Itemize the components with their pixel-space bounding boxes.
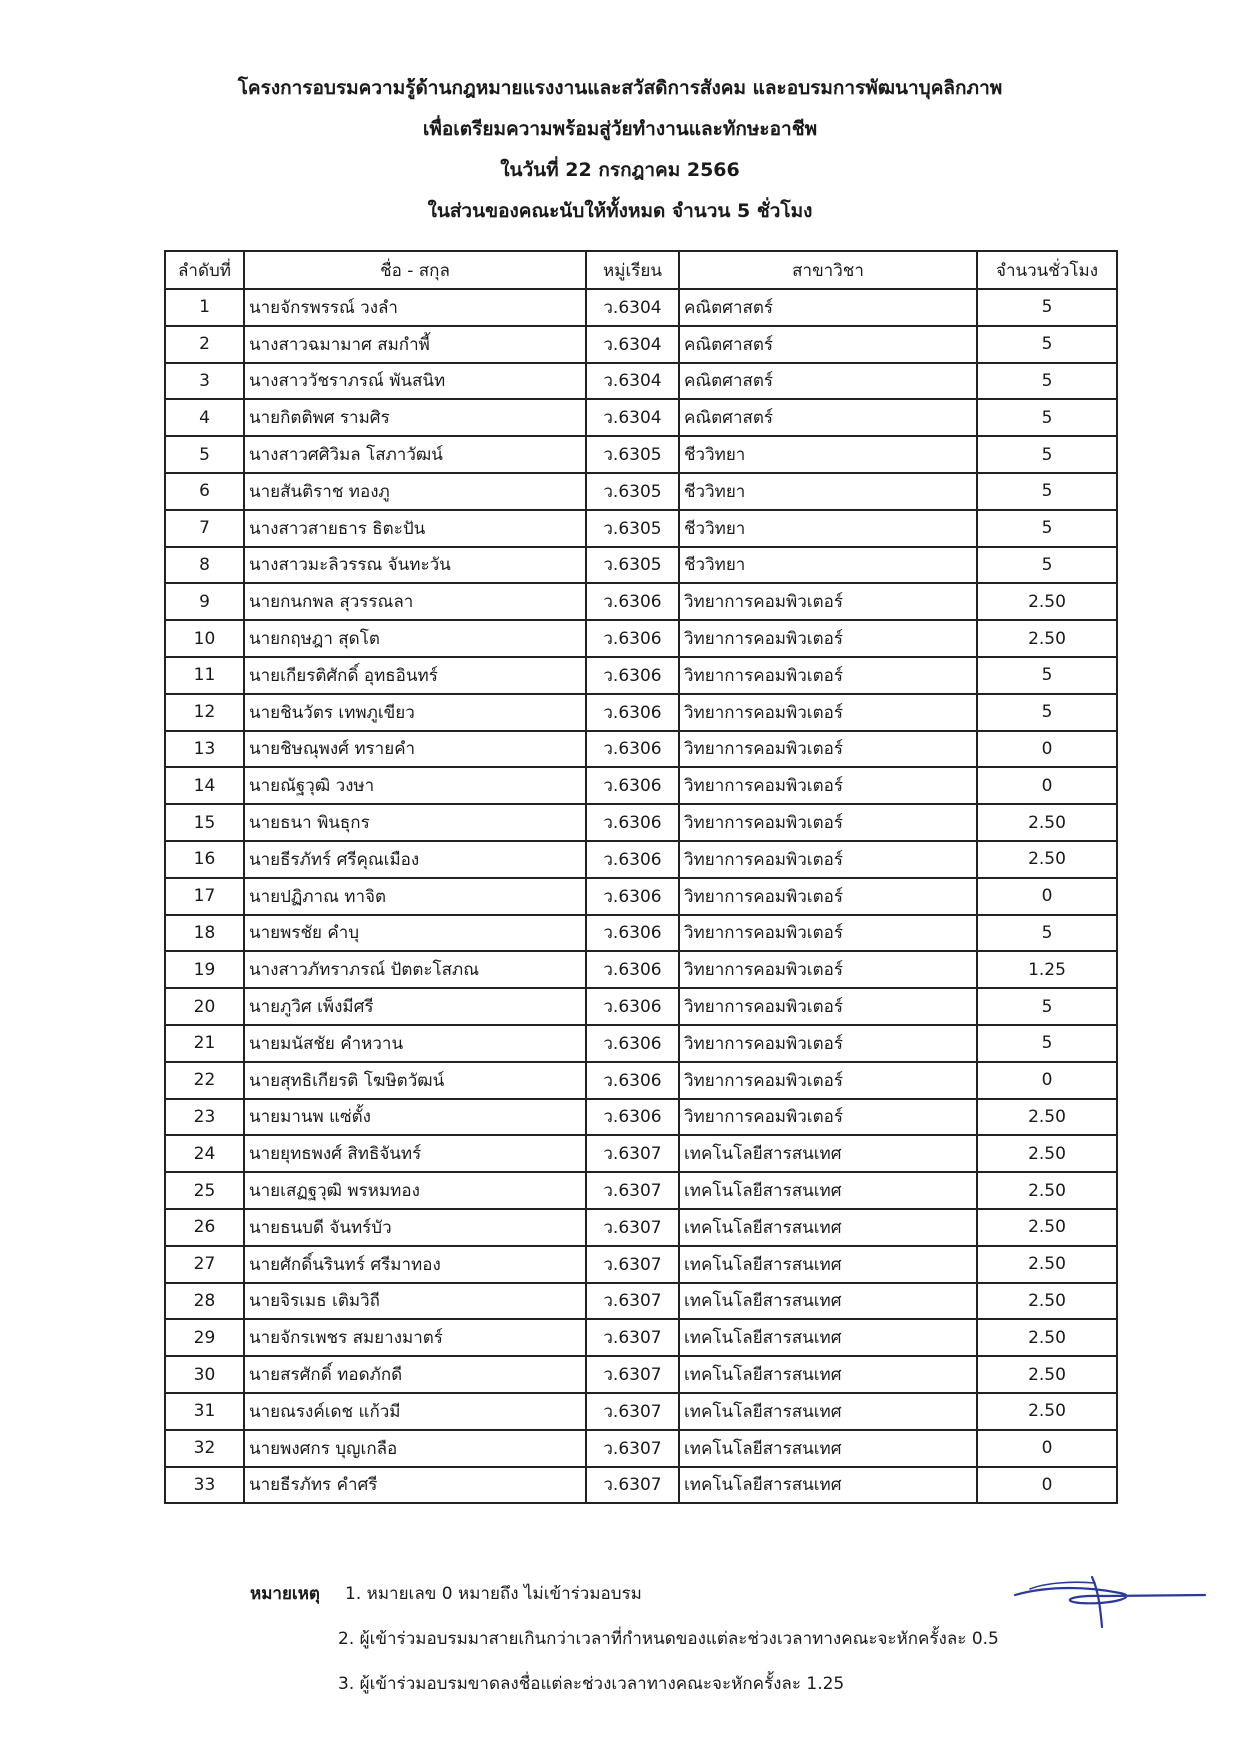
cell-major: วิทยาการคอมพิวเตอร์ <box>679 841 977 878</box>
cell-no: 33 <box>165 1467 244 1504</box>
cell-name: นายยุทธพงศ์ สิทธิจันทร์ <box>244 1135 586 1172</box>
cell-hours: 5 <box>977 399 1117 436</box>
table-row <box>165 1319 1117 1356</box>
cell-name: นายมนัสชัย คำหวาน <box>244 1025 586 1062</box>
cell-class: ว.6307 <box>586 1467 679 1504</box>
cell-class: ว.6307 <box>586 1283 679 1320</box>
cell-no: 13 <box>165 731 244 768</box>
cell-class: ว.6305 <box>586 473 679 510</box>
cell-hours: 0 <box>977 731 1117 768</box>
cell-class: ว.6306 <box>586 767 679 804</box>
note-text: 2. ผู้เข้าร่วมอบรมมาสายเกินกว่าเวลาที่กำหนดของแต่ละช่วงเวลาทางคณะจะหักครั้งละ 0.5 <box>338 1629 999 1649</box>
cell-class: ว.6304 <box>586 363 679 400</box>
cell-name: นายกฤษฎา สุดโต <box>244 620 586 657</box>
document-header <box>0 68 1240 232</box>
column-header-class: หมู่เรียน <box>586 251 679 289</box>
cell-major: เทคโนโลยีสารสนเทศ <box>679 1430 977 1467</box>
signature-mark <box>1010 1565 1210 1635</box>
cell-hours: 2.50 <box>977 804 1117 841</box>
cell-no: 7 <box>165 510 244 547</box>
cell-name: นายเกียรติศักดิ์ อุทธอินทร์ <box>244 657 586 694</box>
column-header-name: ชื่อ - สกุล <box>244 251 586 289</box>
cell-name: นายพรชัย คำบุ <box>244 915 586 952</box>
cell-name: นางสาวมะลิวรรณ จันทะวัน <box>244 547 586 584</box>
cell-hours: 1.25 <box>977 951 1117 988</box>
cell-no: 21 <box>165 1025 244 1062</box>
table-row <box>165 657 1117 694</box>
table-row <box>165 289 1117 326</box>
cell-no: 20 <box>165 988 244 1025</box>
cell-class: ว.6306 <box>586 657 679 694</box>
cell-hours: 5 <box>977 547 1117 584</box>
cell-no: 6 <box>165 473 244 510</box>
table-row <box>165 1099 1117 1136</box>
cell-class: ว.6307 <box>586 1356 679 1393</box>
cell-major: เทคโนโลยีสารสนเทศ <box>679 1467 977 1504</box>
cell-major: คณิตศาสตร์ <box>679 326 977 363</box>
cell-class: ว.6307 <box>586 1319 679 1356</box>
cell-class: ว.6306 <box>586 951 679 988</box>
cell-class: ว.6306 <box>586 1062 679 1099</box>
cell-hours: 2.50 <box>977 841 1117 878</box>
cell-name: นายณัฐวุฒิ วงษา <box>244 767 586 804</box>
table-row <box>165 1393 1117 1430</box>
cell-name: นายธนบดี จันทร์บัว <box>244 1209 586 1246</box>
cell-hours: 5 <box>977 510 1117 547</box>
cell-class: ว.6306 <box>586 694 679 731</box>
header-hours-note: ในส่วนของคณะนับให้ทั้งหมด จำนวน 5 ชั่วโมง <box>427 200 813 222</box>
table-row <box>165 399 1117 436</box>
cell-name: นางสาวฉมามาศ สมกำพี้ <box>244 326 586 363</box>
cell-hours: 5 <box>977 988 1117 1025</box>
header-date: ในวันที่ 22 กรกฎาคม 2566 <box>500 159 740 181</box>
cell-major: วิทยาการคอมพิวเตอร์ <box>679 1099 977 1136</box>
cell-class: ว.6306 <box>586 1025 679 1062</box>
cell-major: ชีววิทยา <box>679 547 977 584</box>
cell-hours: 0 <box>977 767 1117 804</box>
cell-no: 9 <box>165 583 244 620</box>
cell-name: นางสาววัชราภรณ์ พันสนิท <box>244 363 586 400</box>
cell-class: ว.6307 <box>586 1135 679 1172</box>
cell-no: 29 <box>165 1319 244 1356</box>
table-header-row <box>165 251 1117 289</box>
cell-major: เทคโนโลยีสารสนเทศ <box>679 1283 977 1320</box>
table-row <box>165 620 1117 657</box>
cell-hours: 2.50 <box>977 1319 1117 1356</box>
cell-major: คณิตศาสตร์ <box>679 363 977 400</box>
cell-hours: 5 <box>977 915 1117 952</box>
cell-major: เทคโนโลยีสารสนเทศ <box>679 1246 977 1283</box>
cell-class: ว.6306 <box>586 620 679 657</box>
cell-no: 27 <box>165 1246 244 1283</box>
cell-no: 26 <box>165 1209 244 1246</box>
cell-no: 15 <box>165 804 244 841</box>
cell-name: นางสาวศศิวิมล โสภาวัฒน์ <box>244 436 586 473</box>
cell-hours: 2.50 <box>977 1283 1117 1320</box>
cell-name: นายภูวิศ เพ็งมีศรี <box>244 988 586 1025</box>
cell-name: นายเสฏฐวุฒิ พรหมทอง <box>244 1172 586 1209</box>
cell-class: ว.6304 <box>586 399 679 436</box>
note-item <box>250 1662 1150 1707</box>
attendance-table <box>164 250 1118 1504</box>
cell-major: วิทยาการคอมพิวเตอร์ <box>679 1025 977 1062</box>
cell-name: นางสาวภัทราภรณ์ ปัตตะโสภณ <box>244 951 586 988</box>
cell-no: 16 <box>165 841 244 878</box>
cell-hours: 5 <box>977 694 1117 731</box>
cell-name: นายสันติราช ทองภู <box>244 473 586 510</box>
cell-name: นายชิษณุพงศ์ ทรายคำ <box>244 731 586 768</box>
cell-class: ว.6307 <box>586 1430 679 1467</box>
cell-name: นายปฏิภาณ ทาจิต <box>244 878 586 915</box>
table-body <box>165 289 1117 1503</box>
table-row <box>165 583 1117 620</box>
cell-no: 22 <box>165 1062 244 1099</box>
cell-hours: 2.50 <box>977 1172 1117 1209</box>
table-row <box>165 988 1117 1025</box>
table-row <box>165 767 1117 804</box>
cell-hours: 2.50 <box>977 1393 1117 1430</box>
cell-no: 2 <box>165 326 244 363</box>
cell-hours: 0 <box>977 878 1117 915</box>
cell-name: นายชินวัตร เทพภูเขียว <box>244 694 586 731</box>
cell-hours: 2.50 <box>977 1099 1117 1136</box>
table-row <box>165 363 1117 400</box>
cell-class: ว.6304 <box>586 326 679 363</box>
cell-no: 3 <box>165 363 244 400</box>
note-text: 1. หมายเลข 0 หมายถึง ไม่เข้าร่วมอบรม <box>345 1584 642 1604</box>
cell-hours: 5 <box>977 473 1117 510</box>
cell-major: ชีววิทยา <box>679 510 977 547</box>
cell-hours: 5 <box>977 326 1117 363</box>
cell-hours: 2.50 <box>977 1246 1117 1283</box>
cell-hours: 5 <box>977 1025 1117 1062</box>
table-row <box>165 915 1117 952</box>
cell-no: 12 <box>165 694 244 731</box>
cell-no: 30 <box>165 1356 244 1393</box>
table-row <box>165 473 1117 510</box>
cell-class: ว.6306 <box>586 731 679 768</box>
cell-no: 18 <box>165 915 244 952</box>
cell-no: 10 <box>165 620 244 657</box>
cell-major: เทคโนโลยีสารสนเทศ <box>679 1393 977 1430</box>
note-text: 3. ผู้เข้าร่วมอบรมขาดลงชื่อแต่ละช่วงเวลาทางคณะจะหักครั้งละ 1.25 <box>338 1674 845 1694</box>
table-row <box>165 1246 1117 1283</box>
cell-name: นายจักรพรรณ์ วงลำ <box>244 289 586 326</box>
cell-major: ชีววิทยา <box>679 473 977 510</box>
cell-major: วิทยาการคอมพิวเตอร์ <box>679 620 977 657</box>
table-row <box>165 1467 1117 1504</box>
column-header-hours: จำนวนชั่วโมง <box>977 251 1117 289</box>
table-row <box>165 1062 1117 1099</box>
cell-class: ว.6305 <box>586 510 679 547</box>
cell-hours: 2.50 <box>977 1135 1117 1172</box>
cell-major: วิทยาการคอมพิวเตอร์ <box>679 1062 977 1099</box>
table-row <box>165 731 1117 768</box>
cell-major: เทคโนโลยีสารสนเทศ <box>679 1209 977 1246</box>
cell-hours: 5 <box>977 657 1117 694</box>
cell-name: นายธีรภัทร คำศรี <box>244 1467 586 1504</box>
cell-no: 24 <box>165 1135 244 1172</box>
table-row <box>165 547 1117 584</box>
header-subtitle: เพื่อเตรียมความพร้อมสู่วัยทำงานและทักษะอาชีพ <box>422 118 818 140</box>
cell-major: วิทยาการคอมพิวเตอร์ <box>679 988 977 1025</box>
cell-class: ว.6307 <box>586 1172 679 1209</box>
cell-hours: 0 <box>977 1430 1117 1467</box>
table-row <box>165 1430 1117 1467</box>
cell-class: ว.6305 <box>586 436 679 473</box>
cell-hours: 0 <box>977 1467 1117 1504</box>
notes-label: หมายเหตุ <box>250 1584 320 1604</box>
cell-name: นายจิรเมธ เติมวิถี <box>244 1283 586 1320</box>
cell-class: ว.6306 <box>586 804 679 841</box>
table-row <box>165 436 1117 473</box>
table-row <box>165 1283 1117 1320</box>
cell-class: ว.6307 <box>586 1393 679 1430</box>
column-header-no: ลำดับที่ <box>165 251 244 289</box>
cell-major: วิทยาการคอมพิวเตอร์ <box>679 583 977 620</box>
table-row <box>165 841 1117 878</box>
cell-no: 5 <box>165 436 244 473</box>
cell-class: ว.6306 <box>586 583 679 620</box>
table-row <box>165 951 1117 988</box>
cell-hours: 2.50 <box>977 1209 1117 1246</box>
cell-no: 23 <box>165 1099 244 1136</box>
cell-hours: 2.50 <box>977 1356 1117 1393</box>
table-row <box>165 510 1117 547</box>
cell-major: วิทยาการคอมพิวเตอร์ <box>679 951 977 988</box>
cell-major: วิทยาการคอมพิวเตอร์ <box>679 694 977 731</box>
cell-class: ว.6304 <box>586 289 679 326</box>
table-row <box>165 1172 1117 1209</box>
cell-no: 1 <box>165 289 244 326</box>
cell-name: นายจักรเพชร สมยางมาตร์ <box>244 1319 586 1356</box>
cell-major: วิทยาการคอมพิวเตอร์ <box>679 878 977 915</box>
cell-class: ว.6307 <box>586 1209 679 1246</box>
cell-name: นายกนกพล สุวรรณลา <box>244 583 586 620</box>
cell-name: นายสรศักดิ์ ทอดภักดี <box>244 1356 586 1393</box>
cell-major: วิทยาการคอมพิวเตอร์ <box>679 657 977 694</box>
table-row <box>165 1209 1117 1246</box>
cell-class: ว.6306 <box>586 988 679 1025</box>
cell-no: 31 <box>165 1393 244 1430</box>
cell-hours: 5 <box>977 289 1117 326</box>
cell-major: วิทยาการคอมพิวเตอร์ <box>679 767 977 804</box>
cell-name: นางสาวสายธาร ธิตะปัน <box>244 510 586 547</box>
cell-class: ว.6306 <box>586 1099 679 1136</box>
table-row <box>165 804 1117 841</box>
cell-class: ว.6306 <box>586 878 679 915</box>
cell-major: วิทยาการคอมพิวเตอร์ <box>679 731 977 768</box>
cell-major: คณิตศาสตร์ <box>679 399 977 436</box>
cell-name: นายสุทธิเกียรติ โฆษิตวัฒน์ <box>244 1062 586 1099</box>
cell-name: นายณรงค์เดช แก้วมี <box>244 1393 586 1430</box>
cell-major: วิทยาการคอมพิวเตอร์ <box>679 915 977 952</box>
cell-no: 8 <box>165 547 244 584</box>
cell-hours: 0 <box>977 1062 1117 1099</box>
cell-name: นายศักดิ์นรินทร์ ศรีมาทอง <box>244 1246 586 1283</box>
cell-name: นายมานพ แซ่ตั้ง <box>244 1099 586 1136</box>
column-header-major: สาขาวิชา <box>679 251 977 289</box>
cell-name: นายพงศกร บุญเกลือ <box>244 1430 586 1467</box>
table-row <box>165 1025 1117 1062</box>
cell-hours: 2.50 <box>977 583 1117 620</box>
cell-hours: 2.50 <box>977 620 1117 657</box>
cell-no: 28 <box>165 1283 244 1320</box>
cell-name: นายธนา พินธุกร <box>244 804 586 841</box>
cell-no: 17 <box>165 878 244 915</box>
cell-name: นายกิตติพศ รามศิร <box>244 399 586 436</box>
cell-major: เทคโนโลยีสารสนเทศ <box>679 1319 977 1356</box>
table-row <box>165 1135 1117 1172</box>
table-row <box>165 1356 1117 1393</box>
cell-major: คณิตศาสตร์ <box>679 289 977 326</box>
table-row <box>165 694 1117 731</box>
cell-major: เทคโนโลยีสารสนเทศ <box>679 1172 977 1209</box>
cell-class: ว.6306 <box>586 915 679 952</box>
cell-no: 11 <box>165 657 244 694</box>
cell-no: 25 <box>165 1172 244 1209</box>
cell-no: 19 <box>165 951 244 988</box>
cell-no: 14 <box>165 767 244 804</box>
cell-no: 4 <box>165 399 244 436</box>
cell-major: วิทยาการคอมพิวเตอร์ <box>679 804 977 841</box>
table-row <box>165 878 1117 915</box>
cell-major: เทคโนโลยีสารสนเทศ <box>679 1135 977 1172</box>
cell-no: 32 <box>165 1430 244 1467</box>
cell-class: ว.6305 <box>586 547 679 584</box>
cell-name: นายธีรภัทร์ ศรีคุณเมือง <box>244 841 586 878</box>
cell-class: ว.6306 <box>586 841 679 878</box>
cell-hours: 5 <box>977 436 1117 473</box>
cell-major: เทคโนโลยีสารสนเทศ <box>679 1356 977 1393</box>
cell-major: ชีววิทยา <box>679 436 977 473</box>
cell-hours: 5 <box>977 363 1117 400</box>
table-row <box>165 326 1117 363</box>
header-title: โครงการอบรมความรู้ด้านกฎหมายแรงงานและสวัสดิการสังคม และอบรมการพัฒนาบุคลิกภาพ <box>237 77 1003 99</box>
cell-class: ว.6307 <box>586 1246 679 1283</box>
